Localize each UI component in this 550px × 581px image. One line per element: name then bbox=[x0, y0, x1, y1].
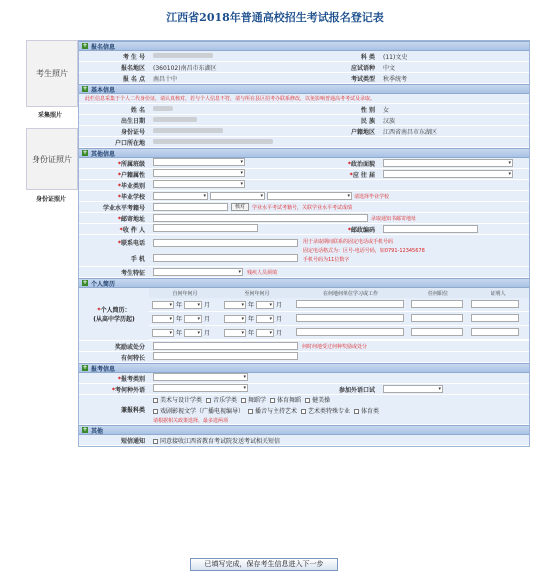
section-misc bbox=[79, 425, 529, 435]
check-button[interactable]: 核对 bbox=[231, 203, 249, 211]
art-option[interactable]: 健美操 bbox=[305, 395, 330, 404]
year-unit: 年 bbox=[176, 330, 183, 337]
month-unit: 月 bbox=[276, 316, 283, 323]
receiver-input[interactable] bbox=[153, 224, 258, 232]
art-option[interactable]: 体育类 bbox=[354, 406, 379, 415]
section-toggle-icon[interactable]: + bbox=[82, 42, 88, 49]
checkbox[interactable] bbox=[153, 398, 158, 403]
from-year-select[interactable] bbox=[152, 301, 174, 309]
grad-type-label: *毕业类别 bbox=[117, 182, 145, 190]
section-toggle-icon[interactable]: + bbox=[82, 85, 88, 92]
politics-select[interactable] bbox=[383, 159, 513, 167]
witness-input[interactable] bbox=[471, 328, 519, 336]
resume-header bbox=[149, 288, 529, 298]
section-apply bbox=[79, 363, 529, 373]
section-toggle-icon[interactable]: + bbox=[82, 364, 88, 371]
position-input[interactable] bbox=[411, 314, 463, 322]
zip-label: *邮政编码 bbox=[347, 226, 375, 234]
place-input[interactable] bbox=[296, 328, 404, 336]
year-unit: 年 bbox=[248, 330, 255, 337]
idcard-photo bbox=[26, 128, 78, 190]
section-title: 报考信息 bbox=[91, 365, 116, 373]
witness-input[interactable] bbox=[471, 314, 519, 322]
month-unit: 月 bbox=[276, 302, 283, 309]
exam-no-label: 考 生 号 bbox=[122, 53, 145, 61]
from-month-select[interactable] bbox=[184, 329, 202, 337]
category-select[interactable] bbox=[153, 373, 248, 381]
checkbox[interactable] bbox=[153, 409, 158, 414]
award-hint: 何时何地受过何种奖励或处分 bbox=[302, 343, 368, 350]
name-label: 姓 名 bbox=[130, 106, 145, 114]
basic-notice: 此栏信息采集于个人二代身份证，请认真核对，若与个人信息不符，请与所在县区招考办联系修改，以免影响普通高考考试及录取。 bbox=[85, 96, 376, 102]
foreign-select[interactable] bbox=[153, 384, 248, 392]
submit-button[interactable]: 已填写完成，保存考生信息进入下一步 bbox=[190, 558, 338, 571]
photo-caption: 采集照片 bbox=[38, 112, 63, 119]
to-month-select[interactable] bbox=[256, 329, 274, 337]
position-input[interactable] bbox=[411, 300, 463, 308]
art-hint: 请根据相关政策选择，最多选两项 bbox=[153, 418, 229, 424]
photo-box-label: 考生照片 bbox=[36, 69, 68, 78]
resume-label: *个人简历： bbox=[97, 307, 131, 314]
receiver-label: *收 件 人 bbox=[119, 226, 145, 234]
exam-no-value bbox=[149, 53, 309, 60]
year-unit: 年 bbox=[248, 316, 255, 323]
region-value: (360102)南昌市东湖区 bbox=[153, 64, 217, 72]
school-hint: 请选择毕业学校 bbox=[354, 193, 390, 200]
witness-input[interactable] bbox=[471, 300, 519, 308]
special-select[interactable] bbox=[153, 268, 243, 276]
art-option[interactable]: 播音与主持艺术 bbox=[248, 406, 297, 415]
id-value bbox=[149, 128, 309, 135]
registration-form bbox=[78, 40, 530, 447]
checkbox[interactable] bbox=[248, 409, 253, 414]
nation-label: 民 族 bbox=[360, 117, 375, 125]
to-year-select[interactable] bbox=[224, 315, 246, 323]
section-title: 报名信息 bbox=[91, 43, 116, 51]
hukou-label: 户籍地区 bbox=[350, 128, 375, 136]
month-unit: 月 bbox=[204, 316, 211, 323]
checkbox[interactable] bbox=[270, 398, 275, 403]
year-unit: 年 bbox=[248, 302, 255, 309]
xk-label: 学业水平考籍号 bbox=[102, 204, 145, 212]
section-basic bbox=[79, 84, 529, 94]
resume-sub-label: (从高中学历起) bbox=[93, 316, 135, 323]
mail-label: *邮寄地址 bbox=[117, 215, 145, 223]
place-input[interactable] bbox=[296, 300, 404, 308]
addr-label: 户口所在地 bbox=[114, 139, 145, 147]
from-month-select[interactable] bbox=[184, 315, 202, 323]
checkbox[interactable] bbox=[305, 398, 310, 403]
col-place: 在何地何单位学习或工作 bbox=[322, 290, 378, 297]
oral-select[interactable] bbox=[383, 385, 443, 393]
resume-row bbox=[149, 326, 529, 340]
hukou-type-label: *户籍属性 bbox=[117, 171, 145, 179]
section-title: 其他信息 bbox=[91, 150, 116, 158]
section-title: 基本信息 bbox=[91, 86, 116, 94]
oral-label: 参加外语口试 bbox=[338, 386, 375, 394]
category-label: *报考类别 bbox=[117, 375, 145, 383]
fresh-label: *应 往 届 bbox=[349, 171, 375, 179]
talent-label: 有何特长 bbox=[120, 354, 145, 362]
phone-hint-2: 固定电话格式为：区号-电话号码，如0791-12345678 bbox=[303, 248, 425, 254]
idcard-box-label: 身份证照片 bbox=[32, 154, 72, 164]
checkbox[interactable] bbox=[354, 409, 359, 414]
award-input[interactable] bbox=[153, 342, 298, 350]
talent-input[interactable] bbox=[153, 352, 298, 360]
type-label: 考试类型 bbox=[350, 75, 375, 83]
section-title: 其他 bbox=[91, 427, 104, 435]
mobile-label: 手 机 bbox=[130, 255, 145, 263]
mail-hint: 录取通知书邮寄地址 bbox=[371, 215, 417, 222]
art-option[interactable]: 艺术类特殊专业 bbox=[301, 406, 350, 415]
year-unit: 年 bbox=[176, 302, 183, 309]
col-to: 至何年何月 bbox=[244, 290, 270, 297]
xk-input[interactable] bbox=[153, 203, 228, 211]
from-year-select[interactable] bbox=[152, 315, 174, 323]
section-toggle-icon[interactable]: + bbox=[82, 279, 88, 286]
fresh-select[interactable] bbox=[383, 170, 513, 178]
zip-input[interactable] bbox=[383, 225, 478, 233]
section-registration bbox=[79, 41, 529, 51]
sms-option[interactable] bbox=[149, 436, 280, 445]
art-option[interactable]: 音乐学类 bbox=[206, 395, 237, 404]
month-unit: 月 bbox=[204, 330, 211, 337]
special-hint: 残疾人员须填 bbox=[247, 269, 278, 276]
phone-label: *联系电话 bbox=[117, 240, 145, 248]
to-year-select[interactable] bbox=[224, 329, 246, 337]
phone-input[interactable] bbox=[153, 239, 298, 247]
class-select[interactable] bbox=[153, 158, 245, 166]
subject-value: (11)文史 bbox=[383, 53, 408, 61]
to-year-select[interactable] bbox=[224, 301, 246, 309]
place-input[interactable] bbox=[296, 314, 404, 322]
grad-type-select[interactable] bbox=[153, 180, 245, 188]
subject-label: 科 类 bbox=[360, 53, 375, 61]
special-label: 考生特征 bbox=[120, 269, 145, 277]
award-label: 奖励或处分 bbox=[114, 343, 145, 351]
phone-hint-1: 用于录取期间联系的固定电话或手机号码 bbox=[303, 239, 394, 245]
name-value bbox=[149, 106, 309, 113]
resume-row bbox=[149, 312, 529, 326]
sms-text: 同意接收江西省教育考试院发送考试相关短信 bbox=[160, 437, 281, 445]
section-other bbox=[79, 148, 529, 158]
school-city-select[interactable] bbox=[153, 192, 208, 200]
gender-value: 女 bbox=[383, 106, 390, 114]
to-month-select[interactable] bbox=[256, 315, 274, 323]
checkbox[interactable] bbox=[301, 409, 306, 414]
resume-row bbox=[149, 298, 529, 312]
region-label: 报名地区 bbox=[120, 64, 145, 72]
birth-label: 出生日期 bbox=[120, 117, 145, 125]
from-month-select[interactable] bbox=[184, 301, 202, 309]
art-label: 兼报科类 bbox=[120, 407, 145, 414]
checkbox[interactable] bbox=[206, 398, 211, 403]
col-position: 任何职位 bbox=[427, 290, 448, 297]
mobile-input[interactable] bbox=[153, 254, 298, 262]
position-input[interactable] bbox=[411, 328, 463, 336]
art-option[interactable]: 美术与设计学类 bbox=[153, 395, 202, 404]
year-unit: 年 bbox=[176, 316, 183, 323]
nation-value: 汉族 bbox=[383, 117, 396, 125]
hukou-value: 江西省南昌市东湖区 bbox=[383, 128, 438, 136]
hukou-type-select[interactable] bbox=[153, 169, 245, 177]
school-label: *毕业学校 bbox=[117, 193, 145, 201]
sms-label: 短信通知 bbox=[120, 437, 145, 445]
section-toggle-icon[interactable]: + bbox=[82, 426, 88, 433]
art-option[interactable]: 戏剧影视文学（广播电视编导） bbox=[153, 406, 244, 415]
site-label: 报 名 点 bbox=[122, 75, 145, 83]
art-option[interactable]: 体育舞蹈 bbox=[270, 395, 301, 404]
section-toggle-icon[interactable]: + bbox=[82, 149, 88, 156]
to-month-select[interactable] bbox=[256, 301, 274, 309]
section-title: 个人简历 bbox=[91, 280, 116, 288]
foreign-label: *考何种外语 bbox=[111, 386, 145, 394]
site-value: 南昌十中 bbox=[153, 75, 178, 83]
art-option[interactable]: 舞蹈学 bbox=[241, 395, 266, 404]
idcard-caption: 身份证照片 bbox=[36, 196, 67, 203]
page-title: 江西省2018年普通高校招生考试报名登记表 bbox=[166, 11, 384, 24]
id-label: 身份证号 bbox=[120, 128, 145, 136]
checkbox[interactable] bbox=[153, 439, 158, 444]
school-county-select[interactable] bbox=[210, 192, 265, 200]
month-unit: 月 bbox=[276, 330, 283, 337]
gender-label: 性 别 bbox=[360, 106, 375, 114]
col-witness: 证明人 bbox=[490, 290, 506, 297]
month-unit: 月 bbox=[204, 302, 211, 309]
lang-value: 中文 bbox=[383, 64, 396, 72]
section-resume bbox=[79, 278, 529, 288]
addr-value bbox=[149, 139, 273, 146]
class-label: *所属班级 bbox=[117, 160, 145, 168]
lang-label: 应试语种 bbox=[350, 64, 375, 72]
checkbox[interactable] bbox=[241, 398, 246, 403]
birth-value bbox=[149, 117, 309, 124]
school-select[interactable] bbox=[267, 192, 352, 200]
xk-hint: 学业水平考试考籍号，关联学业水平考试成绩 bbox=[252, 204, 353, 211]
from-year-select[interactable] bbox=[152, 329, 174, 337]
phone-hint-3: 手机号码为11位数字 bbox=[303, 257, 350, 263]
type-value: 秋季统考 bbox=[383, 75, 408, 83]
col-from: 自何年何月 bbox=[172, 290, 198, 297]
politics-label: *政治面貌 bbox=[347, 160, 375, 168]
mail-input[interactable] bbox=[153, 214, 368, 222]
student-photo bbox=[26, 40, 78, 107]
